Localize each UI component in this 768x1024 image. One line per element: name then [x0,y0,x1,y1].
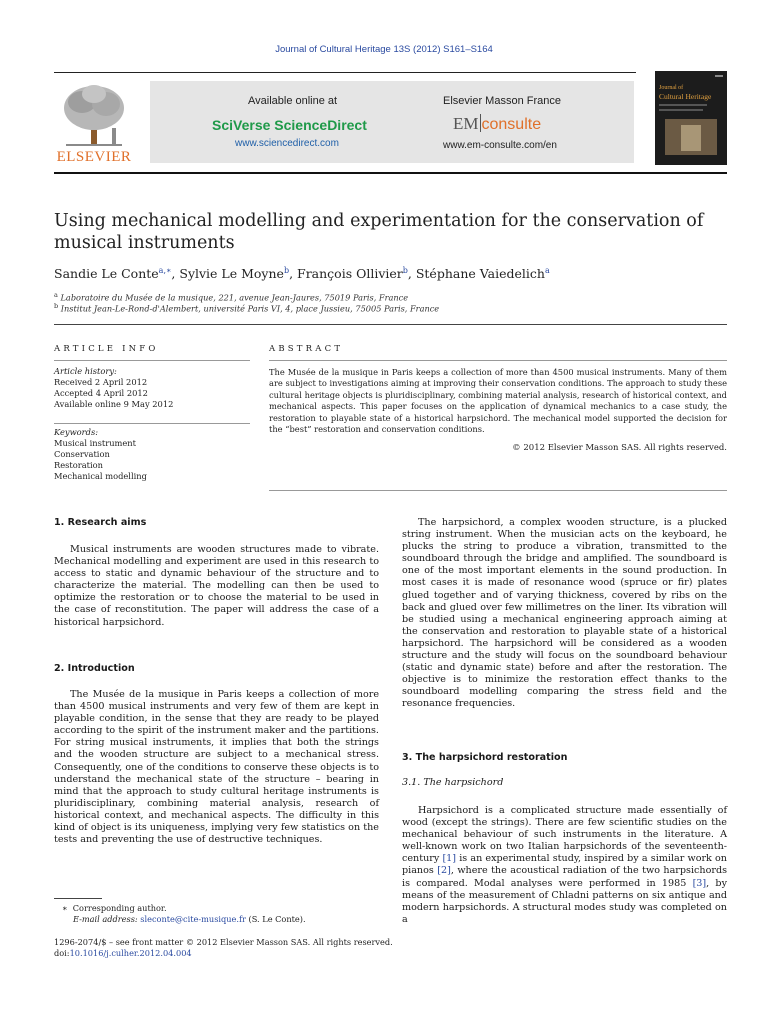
history-label: Article history: [54,366,117,376]
author-sep: , [289,266,298,282]
sciencedirect-link[interactable]: www.sciencedirect.com [235,138,339,149]
text-run: , where the acoustical radiation of the two harpsichords is compared. Modal analyses were performed in 1985 [402,865,728,889]
cover-mark [715,75,723,77]
ref-link[interactable]: [1] [442,853,457,865]
cover-title-2: Cultural Heritage [659,92,712,101]
affiliation-sup: b [54,302,59,310]
affiliation-text: Laboratoire du Musée de la musique, 221, avenue Jean-Jaures, 75019 Paris, France [60,292,409,303]
right-column-intro [402,517,727,711]
footnote-corresponding [62,903,167,914]
email-link[interactable]: sleconte@cite-musique.fr [140,914,246,924]
author-sep: , [171,266,180,282]
abstract-copyright: © 2012 Elsevier Masson SAS. All rights reserved. [512,443,727,453]
em-logo [453,114,541,134]
author-name[interactable]: Sandie Le Conte [54,266,159,282]
author-sup[interactable]: b [402,266,408,275]
keyword: Musical instrument [54,438,136,448]
masson-label: Elsevier Masson France [443,95,561,107]
footnote-email [73,914,306,925]
author-name[interactable]: Stéphane Vaiedelich [415,266,545,282]
text-run: , by means of the measurement of Chladni patterns on six antique and modern harpsichords. A structural modes study was completed on a [402,877,727,925]
ref-link[interactable]: [3] [692,877,707,889]
section-2-heading: 2. Introduction [54,663,135,674]
affiliation-b [54,302,439,314]
author-name[interactable]: François Ollivier [297,266,403,282]
history-received: Received 2 April 2012 [54,377,148,387]
email-owner: (S. Le Conte). [245,914,306,924]
cover-building [681,125,701,151]
journal-citation[interactable]: Journal of Cultural Heritage 13S (2012) S161–S164 [275,44,493,55]
section-1-heading: 1. Research aims [54,517,147,528]
keywords-block [54,427,147,482]
section-3-1-heading: 3.1. The harpsichord [402,777,504,788]
paragraph: The harpsichord, a complex wooden structure, is a plucked string instrument. When the musician acts on the keyboard, he plucks the string to produce a vibration, transmitted to the soundboard through the bridge and amplified. The soundboard is one of the most important elements in the sound production. In most cases it is made of resonance wood (spruce or fir) plates glued together and of varying thickness, covered by ribs on the back and glued over few millimetres on the liner. Its vibration will be studied using a mechanical engineering approach aiming at the conservation and restoration to playable state of a historical harpsichord. The harpsichord will be considered as a wooden structure and the study will focus on the soundboard behaviour (static and dynamic state) before and after the restoration. The objective is to minimize the restoration effect thanks to the soundboard modelling comparing the stress field and the resonance frequencies. [402,517,727,710]
journal-cover-image [655,71,727,165]
cover-line [659,109,703,111]
doi-line [54,948,192,959]
affiliation-a [54,291,408,303]
text-run: Harpsichord is a complicated structure made essentially of wood (except the strings). There are few scientific studies on the mechanical behaviour of such instruments in the literature. A well-known work on two Italian harpsichords of the seventeenth-century [402,805,727,865]
section-1-text [54,544,379,629]
title-line-2: musical instruments [54,233,235,253]
doi-label: doi: [54,948,70,958]
affiliation-text: Institut Jean-Le-Rond-d'Alembert, université Paris VI, 4, place Jussieu, 75005 Paris, France [60,303,440,314]
author-list [54,266,550,281]
article-title [54,210,714,254]
author-sup[interactable]: b [283,266,290,275]
em-divider [480,114,481,132]
author-sup[interactable]: a [544,266,550,275]
doi-link[interactable]: 10.1016/j.culher.2012.04.004 [69,948,192,958]
abstract-rule-bottom [269,490,727,491]
footnote-star: ∗ [62,903,68,913]
section-2-text [54,689,379,846]
abstract-heading: ABSTRACT [269,344,344,354]
abstract-rule [269,360,727,361]
article-history [54,366,173,410]
ref-link[interactable]: [2] [437,865,451,877]
available-online-label: Available online at [248,95,338,107]
title-line-1: Using mechanical modelling and experimentation for the conservation of [54,211,704,231]
cover-picture [665,119,717,155]
author-name[interactable]: Sylvie Le Moyne [179,266,284,282]
section-3-heading: 3. The harpsichord restoration [402,752,568,763]
article-info-heading: ARTICLE INFO [54,344,159,354]
info-rule [54,360,250,361]
abstract-text: The Musée de la musique in Paris keeps a collection of more than 4500 musical instruments. Many of them are subject to investigations aiming at improving their conservation conditions. The approach to study these cultural heritage objects is pluridisciplinary, combining material analysis, research of historical context, and mechanical aspects. This paper focuses on the application of dynamical mechanics to a case study, the restoration to playable state of a historical harpsichord. The mechanical model supported the decision for the “best” restoration and conservation conditions. [269,367,727,435]
em-letters: EM [453,114,479,133]
header-rule-bottom [54,172,727,174]
section-3-1-text [402,805,727,926]
paragraph [402,805,727,926]
history-online: Available online 9 May 2012 [54,399,174,409]
paragraph: Musical instruments are wooden structures made to vibrate. Mechanical modelling and experiment are used in this research to access to static and dynamic behaviour of the structure and to characterize the material. The modelling can then be used to optimize the restoration or to choose the material to be used in the case of reconstitution. The paper will address the case of a historical harpsichord. [54,544,379,628]
front-matter-note: 1296-2074/$ – see front matter © 2012 Elsevier Masson SAS. All rights reserved. [54,937,393,947]
consulte-word: consulte [481,116,542,133]
keyword: Restoration [54,460,103,470]
affiliation-sup: a [54,291,58,299]
keyword: Conservation [54,449,110,459]
history-accepted: Accepted 4 April 2012 [54,388,148,398]
cover-title-1: Journal of [659,85,684,91]
info-rule [54,423,250,424]
author-sup[interactable]: a,∗ [158,266,172,275]
cover-line [659,104,707,106]
email-label: E-mail address: [73,914,138,924]
keyword: Mechanical modelling [54,471,147,481]
text-run: is an experimental study, inspired by a similar work on pianos [402,853,727,877]
front-matter-rule [54,324,727,325]
author-sep: , [407,266,416,282]
paragraph: The Musée de la musique in Paris keeps a collection of more than 4500 musical instruments and very few of them are kept in playable condition, in the sense that they are ready to be played according to the spirit of the instrument maker and the partitions. For string musical instruments, it implies that both the strings and the wooden structure are subject to a mechanical stress. Consequently, one of the conditions to conserve these objects is to understand the mechanical state of the structure – bearing in mind that the approach to study cultural heritage instruments is pluridisciplinary, combining material analysis, research of historical context, and mechanical aspects. The difficulty in this kind of object is its uniqueness, implying very few statistics on the tests and preventing the use of destructive techniques. [54,689,379,846]
elsevier-wordmark: ELSEVIER [56,149,132,165]
footnote-corresponding-text: Corresponding author. [72,903,167,913]
header-rule-top [54,72,636,73]
footnote-rule [54,898,102,899]
keywords-label: Keywords: [54,427,99,437]
em-consulte-link[interactable]: www.em-consulte.com/en [443,140,557,151]
sciverse-logo[interactable]: SciVerse ScienceDirect [212,117,367,133]
